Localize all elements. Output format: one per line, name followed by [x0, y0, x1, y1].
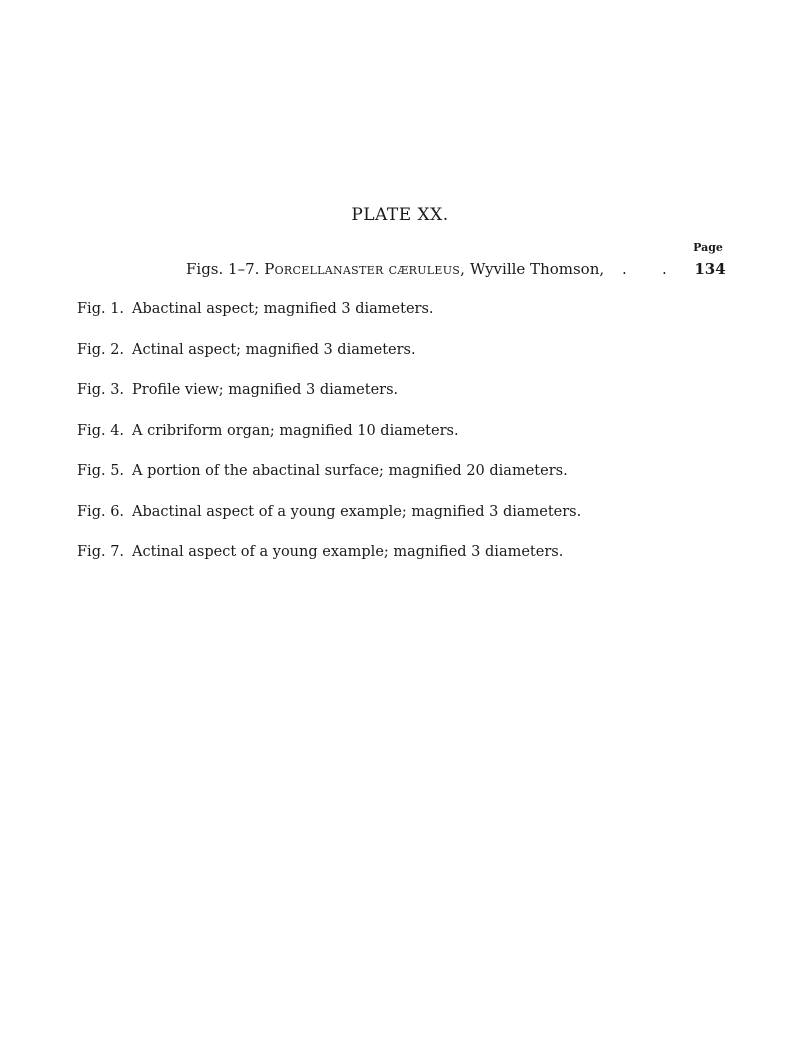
- figure-label: Fig. 4.: [77, 422, 125, 439]
- figure-caption: Actinal aspect of a young example; magnified 3 diameters.: [132, 544, 564, 560]
- page-number: 134: [694, 260, 726, 278]
- plate-title: PLATE XX.: [351, 205, 449, 225]
- figure-label: Fig. 5.: [77, 463, 125, 479]
- figure-label: Fig. 7.: [77, 544, 125, 560]
- figure-label: Fig. 2.: [77, 341, 125, 358]
- figure-caption: A portion of the abactinal surface; magnified 20 diameters.: [132, 463, 568, 479]
- figure-caption: Abactinal aspect of a young example; magnified 3 diameters.: [132, 503, 582, 520]
- figure-item: [77, 382, 581, 423]
- figure-label: Fig. 3.: [77, 382, 125, 398]
- leader-dot: .: [662, 260, 667, 278]
- figure-label: Fig. 1.: [77, 301, 125, 317]
- figure-item: [77, 463, 581, 504]
- figure-item: [77, 504, 581, 545]
- leader-dot: .: [622, 260, 627, 278]
- figure-caption: Actinal aspect; magnified 3 diameters.: [132, 341, 416, 358]
- figure-list: [77, 301, 581, 585]
- figure-item: [77, 423, 581, 464]
- figure-caption: Abactinal aspect; magnified 3 diameters.: [132, 301, 434, 317]
- figure-item: [77, 301, 581, 342]
- plate-header-line: [186, 260, 667, 278]
- page-column-label: Page: [693, 241, 723, 254]
- figure-label: Fig. 6.: [77, 503, 125, 520]
- figs-range: Figs. 1–7.: [186, 260, 260, 278]
- figure-item: [77, 342, 581, 383]
- species-name: Porcellanaster cæruleus,: [264, 260, 466, 278]
- figure-caption: A cribriform organ; magnified 10 diameters.: [132, 422, 459, 439]
- figure-caption: Profile view; magnified 3 diameters.: [132, 382, 399, 398]
- author-name: Wyville Thomson,: [469, 260, 605, 278]
- figure-item: [77, 544, 581, 585]
